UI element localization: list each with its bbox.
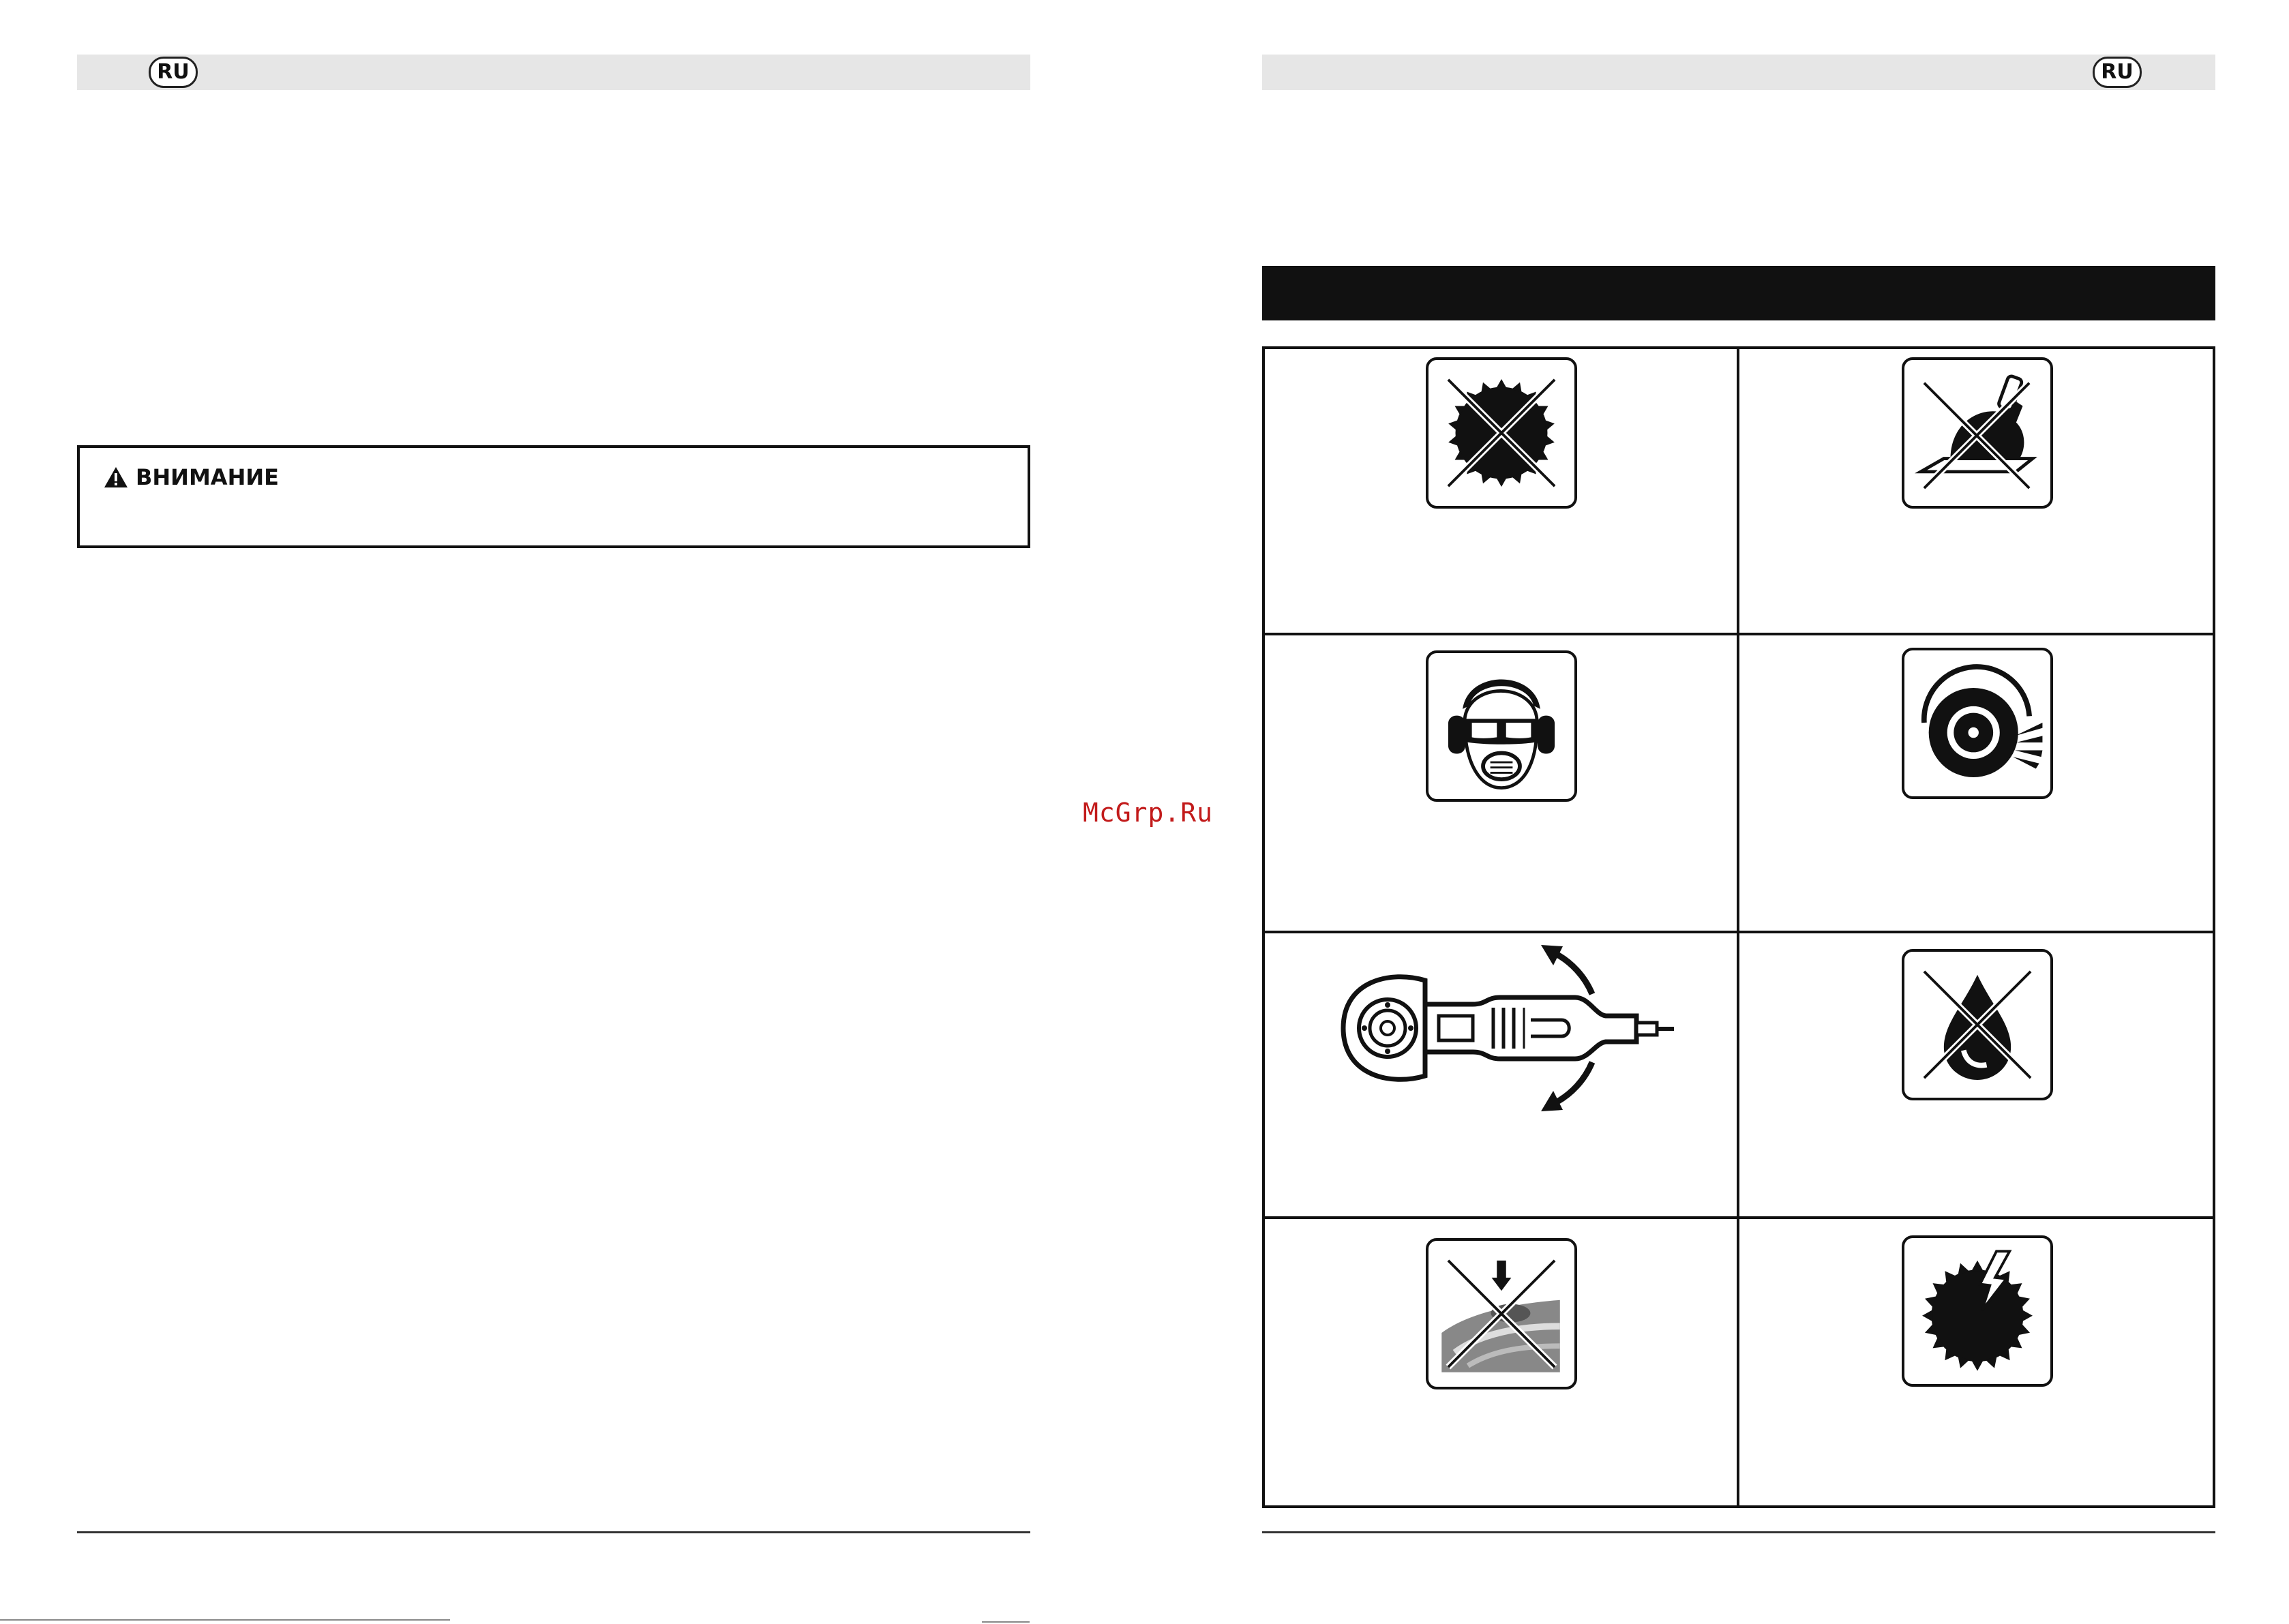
left-bottom-strip: [0, 1619, 450, 1621]
angle-grinder-handle-positions-icon: [1336, 939, 1677, 1117]
damaged-blade-icon: [1902, 1235, 2053, 1387]
table-row-divider-3: [1262, 1216, 2215, 1219]
protective-equipment-icon: [1426, 650, 1577, 802]
left-language-badge: RU: [149, 57, 198, 88]
section-title-bar: [1262, 266, 2215, 320]
grinding-disc-sparks-icon: [1902, 648, 2053, 799]
watermark: McGrp.Ru: [1083, 798, 1214, 828]
no-liquid-coolant-icon: [1902, 949, 2053, 1100]
warning-title: ВНИМАНИЕ: [136, 464, 279, 490]
warning-triangle-icon: [103, 466, 129, 489]
table-row-divider-2: [1262, 931, 2215, 933]
right-header-bar: [1262, 55, 2215, 90]
circular-saw-prohibited-icon: [1902, 357, 2053, 509]
saw-blade-prohibited-icon: [1426, 357, 1577, 509]
right-language-badge: RU: [2093, 57, 2142, 88]
warning-box: [77, 445, 1030, 548]
warning-title-row: [103, 464, 279, 490]
table-vertical-divider: [1737, 346, 1739, 1508]
spindle-lock-prohibited-icon: [1426, 1238, 1577, 1389]
right-bottom-strip: [982, 1621, 1030, 1623]
left-footer-line: [77, 1531, 1030, 1533]
table-row-divider-1: [1262, 633, 2215, 635]
right-footer-line: [1262, 1531, 2215, 1533]
left-header-bar: [77, 55, 1030, 90]
